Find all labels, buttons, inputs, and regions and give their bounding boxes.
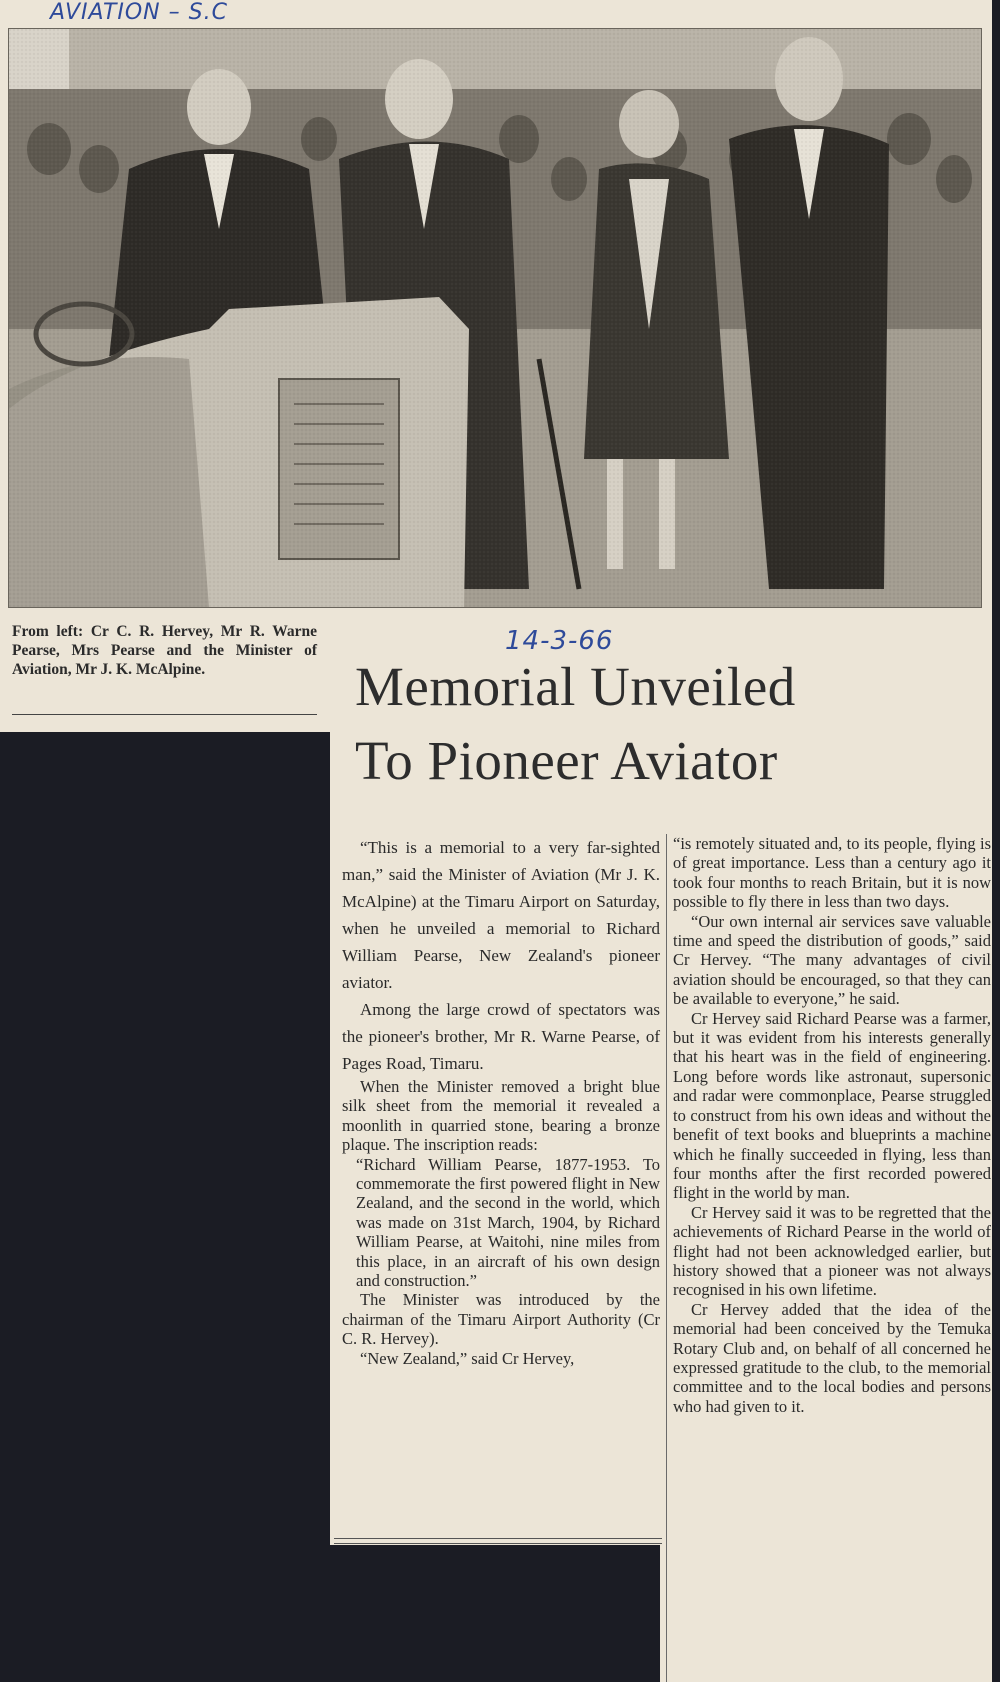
background-bottom <box>330 1545 660 1682</box>
headline-line-2: To Pioneer Aviator <box>355 730 778 791</box>
article-column-left <box>342 834 660 1368</box>
paragraph: Cr Hervey added that the idea of the memorial had been conceived by the Temuka Rotary Club and, on behalf of all concerned he expressed gratitude to the club, to the memorial committee and to the local bodies and persons who had given to it. <box>673 1299 991 1416</box>
paragraph: “This is a memorial to a very far-sighted man,” said the Minister of Aviation (Mr J. K. McAlpine) at the Timaru Airport on Saturday, when he unveiled a memorial to Richard William Pearse, New Zealand's pioneer aviator. <box>342 838 660 992</box>
headline-line-1: Memorial Unveiled <box>355 656 796 717</box>
column-divider <box>666 834 667 1682</box>
photo-illustration <box>9 29 981 607</box>
paragraph: “is remotely situated and, to its people, flying is of great importance. Less than a century ago it took four months to reach Britain, but it is now possible to fly there in less than two days. <box>673 834 991 912</box>
paragraph: Cr Hervey said it was to be regretted that the achievements of Richard Pearse in the world of flight had not been acknowledged earlier, but history showed that a pioneer was not always recognised in his own lifetime. <box>673 1202 991 1300</box>
paragraph: The Minister was introduced by the chairman of the Timaru Airport Authority (Cr C. R. Hervey). <box>342 1290 660 1349</box>
caption-rule <box>12 714 317 715</box>
paragraph: Among the large crowd of spectators was the pioneer's brother, Mr R. Warne Pearse, of Pages Road, Timaru. <box>342 1000 660 1073</box>
paragraph: Cr Hervey said Richard Pearse was a farmer, but it was evident from his interests generally that his heart was in the field of engineering. Long before words like astronaut, supersonic and radar were commonplace, Pearse struggled to construct from his own ideas and without the benefit of text books and blueprints a machine which he finally succeeded in flying, less than four months after the first recorded powered flight in the world by man. <box>673 1008 991 1203</box>
photo-caption: From left: Cr C. R. Hervey, Mr R. Warne Pearse, Mrs Pearse and the Minister of Aviation, Mr J. K. McAlpine. <box>12 623 317 678</box>
paragraph: “New Zealand,” said Cr Hervey, <box>360 1348 575 1368</box>
background-right-edge <box>992 0 1000 1682</box>
inscription-quote: “Richard William Pearse, 1877-1953. To commemorate the first powered flight in New Zealand, and the second in the world, which was made on 31st March, 1904, by Richard William Pearse, at Waitohi, nine miles from this place, in an aircraft of his own design and construction.” <box>356 1154 660 1291</box>
column-end-rule <box>334 1538 662 1544</box>
paragraph: “Our own internal air services save valuable time and speed the distribution of goods,” said Cr Hervey. “The many advantages of civil aviation should be encouraged, so that they can be available to everyone,” he said. <box>673 911 991 1009</box>
background-left <box>0 732 330 1682</box>
handwritten-date: 14-3-66 <box>505 626 614 656</box>
memorial-unveiling-photo <box>8 28 982 608</box>
paragraph: When the Minister removed a bright blue silk sheet from the memorial it revealed a moonlith in quarried stone, bearing a bronze plaque. The inscription reads: <box>342 1077 660 1155</box>
article-column-right <box>673 834 991 1416</box>
handwritten-top-note: AVIATION – S.C <box>50 0 228 25</box>
article-headline <box>355 650 985 798</box>
